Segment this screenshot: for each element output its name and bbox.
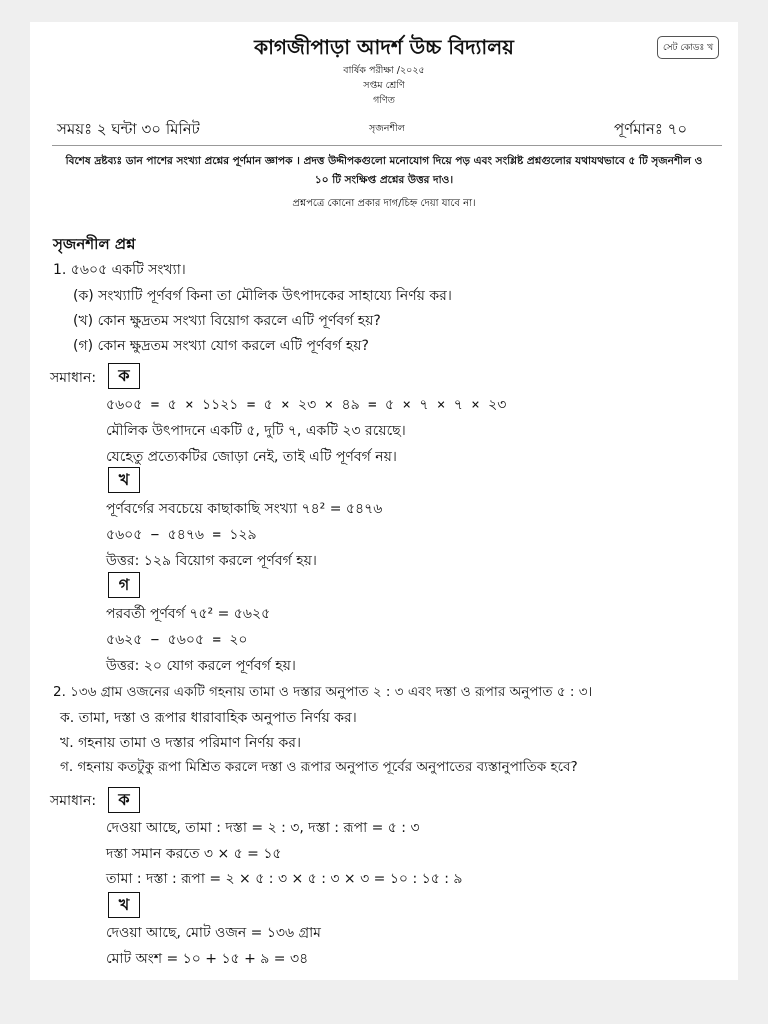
q1-part-a: (ক) সংখ্যাটি পূর্ণবর্গ কিনা তা মৌলিক উৎপাদকের সাহায্যে নির্ণয় কর। [73, 288, 452, 304]
q1-ka-line2: মৌলিক উৎপাদনে একটি ৫, দুটি ৭, একটি ২৩ রয়েছে। [106, 423, 406, 439]
q1-part-b: (খ) কোন ক্ষুদ্রতম সংখ্যা বিয়োগ করলে এটি পূর্ণবর্গ হয়? [73, 313, 381, 329]
exam-type: সৃজনশীল [369, 123, 405, 134]
q2-kha-line1: দেওয়া আছে, মোট ওজন = ১৩৬ গ্রাম [106, 925, 321, 941]
q2-box-ka: ক [108, 787, 140, 813]
q1-ga-line1: পরবর্তী পূর্ণবর্গ ৭৫² = ৫৬২৫ [106, 606, 271, 622]
q1-box-ka: ক [108, 363, 140, 389]
q2-stem: 2. ১৩৬ গ্রাম ওজনের একটি গহনায় তামা ও দস্তার অনুপাত ২ : ৩ এবং দস্তা ও রূপার অনুপাত ৫ : ৩। [53, 684, 593, 700]
q1-ga-line2: ৫৬২৫ − ৫৬০৫ = ২০ [106, 632, 248, 648]
q1-stem: 1. ৫৬০৫ একটি সংখ্যা। [53, 262, 186, 278]
q2-ka-line1: দেওয়া আছে, তামা : দস্তা = ২ : ৩, দস্তা : রূপা = ৫ : ৩ [106, 820, 420, 836]
exam-name: বার্ষিক পরীক্ষা /২০২৫ [343, 65, 425, 76]
q2-box-kha: খ [108, 892, 140, 918]
q2-solution-label: সমাধান: [50, 793, 97, 809]
subject-name: গণিত [373, 95, 395, 106]
q1-box-kha: খ [108, 467, 140, 493]
header-divider [52, 145, 722, 146]
full-marks: পূর্ণমানঃ ৭০ [614, 120, 688, 138]
exam-time: সময়ঃ ২ ঘন্টা ৩০ মিনিট [57, 120, 200, 138]
q2-part-a: ক. তামা, দস্তা ও রূপার ধারাবাহিক অনুপাত নির্ণয় কর। [60, 710, 357, 726]
school-name: কাগজীপাড়া আদর্শ উচ্চ বিদ্যালয় [254, 35, 514, 59]
q2-kha-line2: মোট অংশ = ১০ + ১৫ + ৯ = ৩৪ [106, 951, 309, 967]
q2-part-c: গ. গহনায় কতটুকু রূপা মিশ্রিত করলে দস্তা ও রূপার অনুপাত পূর্বের অনুপাতের ব্যস্তানুপাতিক হবে? [60, 759, 578, 775]
special-note: বিশেষ দ্রষ্টব্যঃ ডান পাশের সংখ্যা প্রশ্নের পূর্ণমান জ্ঞাপক । প্রদত্ত উদ্দীপকগুলো মনোযোগ দিয়ে পড় এবং সংশ্লিষ্ট প্রশ্নগুলোর যথাযথভাবে ৫ টি সৃজনশীল ও ১০ টি সংক্ষিপ্ত প্রশ্নের উত্তর দাও। [65, 155, 703, 186]
q1-solution-label: সমাধান: [50, 370, 97, 386]
notice: প্রশ্নপত্রে কোনো প্রকার দাগ/চিহ্ন দেয়া যাবে না। [292, 198, 476, 209]
q1-kha-line2: ৫৬০৫ − ৫৪৭৬ = ১২৯ [106, 527, 257, 543]
q1-kha-line3: উত্তর: ১২৯ বিয়োগ করলে পূর্ণবর্গ হয়। [106, 553, 317, 569]
q1-ka-line3: যেহেতু প্রত্যেকটির জোড়া নেই, তাই এটি পূর্ণবর্গ নয়। [106, 449, 397, 465]
q2-part-b: খ. গহনায় তামা ও দস্তার পরিমাণ নির্ণয় কর। [60, 735, 301, 751]
set-code-badge: সেট কোডঃ খ [657, 36, 719, 59]
q1-box-ga: গ [108, 572, 140, 598]
class-name: সপ্তম শ্রেণি [363, 80, 405, 91]
q2-ka-line3: তামা : দস্তা : রূপা = ২ × ৫ : ৩ × ৫ : ৩ × ৩ = ১০ : ১৫ : ৯ [106, 871, 463, 887]
q1-ga-line3: উত্তর: ২০ যোগ করলে পূর্ণবর্গ হয়। [106, 658, 296, 674]
section-title: সৃজনশীল প্রশ্ন [53, 235, 136, 253]
q1-kha-line1: পূর্ণবর্গের সবচেয়ে কাছাকাছি সংখ্যা ৭৪² = ৫৪৭৬ [106, 501, 383, 517]
q2-ka-line2: দস্তা সমান করতে ৩ × ৫ = ১৫ [106, 846, 282, 862]
q1-ka-line1: ৫৬০৫ = ৫ × ১১২১ = ৫ × ২৩ × ৪৯ = ৫ × ৭ × ৭ × ২৩ [106, 397, 507, 413]
q1-part-c: (গ) কোন ক্ষুদ্রতম সংখ্যা যোগ করলে এটি পূর্ণবর্গ হয়? [73, 338, 369, 354]
